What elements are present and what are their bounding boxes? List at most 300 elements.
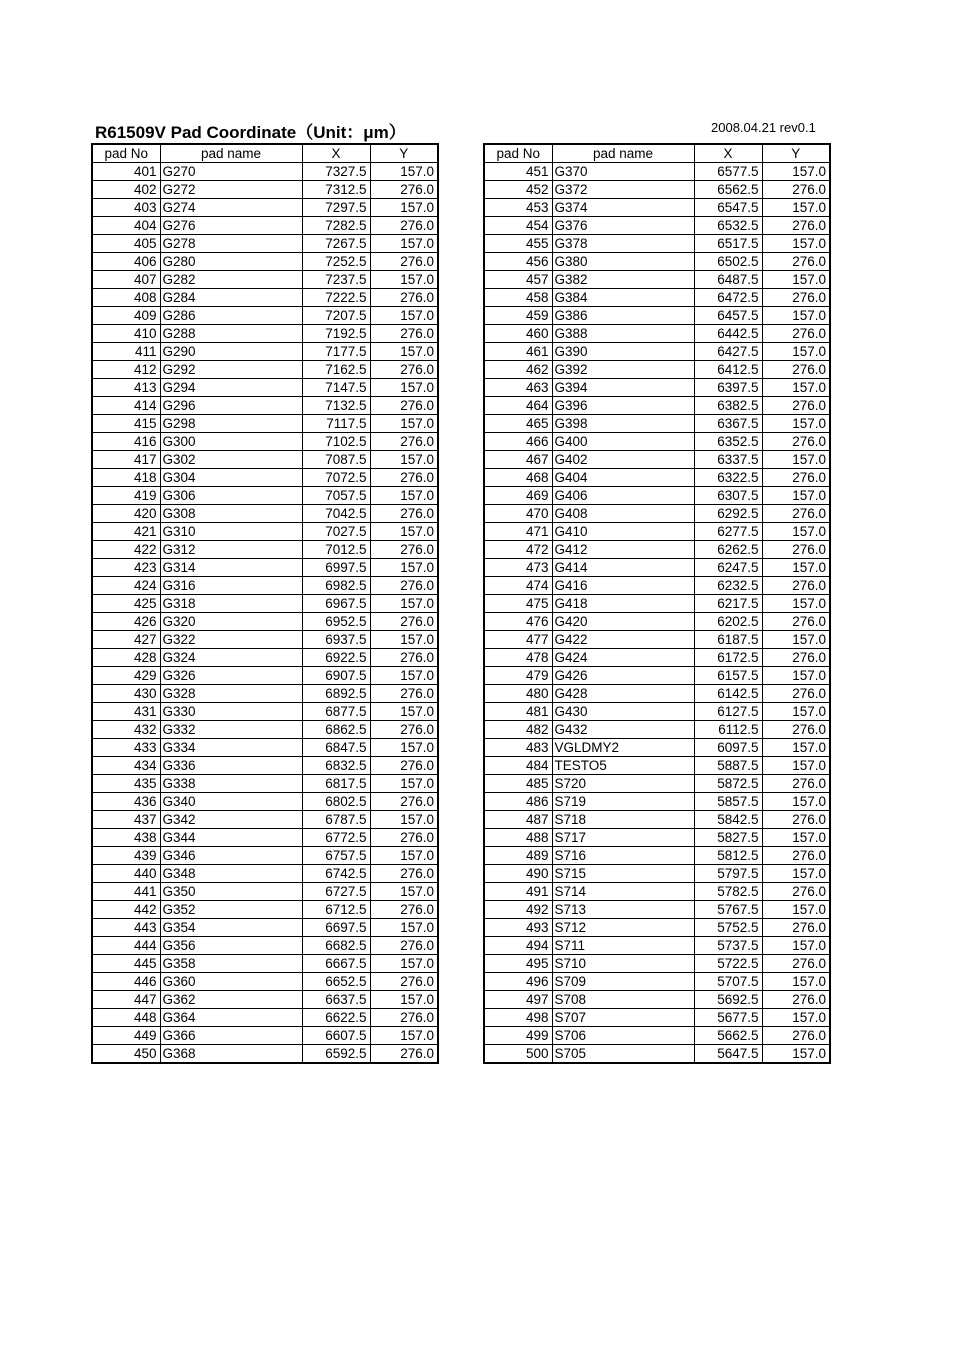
pad-no-cell: 432	[92, 721, 160, 739]
table-row	[92, 739, 438, 757]
pad-name-cell: G274	[160, 199, 302, 217]
pad-name-cell: G380	[552, 253, 694, 271]
table-row	[484, 595, 830, 613]
pad-name-cell: G288	[160, 325, 302, 343]
pad-name-cell: S706	[552, 1027, 694, 1045]
y-coord-cell: 276.0	[370, 361, 438, 379]
y-coord-cell: 276.0	[762, 181, 830, 199]
pad-no-cell: 430	[92, 685, 160, 703]
table-row	[92, 181, 438, 199]
y-coord-cell: 157.0	[370, 271, 438, 289]
pad-no-cell: 497	[484, 991, 552, 1009]
x-coord-cell: 7282.5	[302, 217, 370, 235]
x-coord-cell: 6667.5	[302, 955, 370, 973]
y-coord-cell: 276.0	[762, 883, 830, 901]
pad-name-cell: G412	[552, 541, 694, 559]
table-row	[484, 811, 830, 829]
pad-no-cell: 425	[92, 595, 160, 613]
pad-name-cell: G366	[160, 1027, 302, 1045]
pad-no-cell: 451	[484, 163, 552, 181]
pad-no-cell: 485	[484, 775, 552, 793]
pad-no-cell: 474	[484, 577, 552, 595]
y-coord-cell: 157.0	[370, 235, 438, 253]
pad-name-cell: VGLDMY2	[552, 739, 694, 757]
pad-no-cell: 426	[92, 613, 160, 631]
y-coord-cell: 157.0	[762, 1045, 830, 1064]
table-row	[92, 1027, 438, 1045]
pad-name-cell: G312	[160, 541, 302, 559]
pad-no-cell: 422	[92, 541, 160, 559]
y-coord-cell: 276.0	[762, 685, 830, 703]
x-coord-cell: 7207.5	[302, 307, 370, 325]
x-coord-cell: 5827.5	[694, 829, 762, 847]
pad-no-cell: 405	[92, 235, 160, 253]
pad-name-cell: S716	[552, 847, 694, 865]
pad-name-cell: G300	[160, 433, 302, 451]
pad-no-cell: 470	[484, 505, 552, 523]
table-row	[484, 307, 830, 325]
pad-name-cell: G364	[160, 1009, 302, 1027]
table-row	[92, 721, 438, 739]
pad-name-cell: G296	[160, 397, 302, 415]
pad-name-cell: G358	[160, 955, 302, 973]
y-coord-cell: 276.0	[762, 505, 830, 523]
pad-name-cell: G352	[160, 901, 302, 919]
y-coord-cell: 276.0	[762, 775, 830, 793]
y-coord-cell: 157.0	[762, 307, 830, 325]
x-coord-cell: 6532.5	[694, 217, 762, 235]
table-row	[484, 829, 830, 847]
y-coord-cell: 157.0	[762, 667, 830, 685]
pad-name-cell: G302	[160, 451, 302, 469]
table-row	[484, 343, 830, 361]
table-row	[484, 505, 830, 523]
pad-no-cell: 472	[484, 541, 552, 559]
x-coord-cell: 7267.5	[302, 235, 370, 253]
pad-no-cell: 489	[484, 847, 552, 865]
y-coord-cell: 276.0	[762, 811, 830, 829]
table-row	[92, 865, 438, 883]
pad-name-cell: G382	[552, 271, 694, 289]
y-coord-cell: 157.0	[370, 1027, 438, 1045]
pad-no-cell: 450	[92, 1045, 160, 1064]
table-row	[92, 631, 438, 649]
y-coord-cell: 276.0	[762, 469, 830, 487]
x-coord-cell: 5812.5	[694, 847, 762, 865]
pad-no-cell: 475	[484, 595, 552, 613]
pad-name-cell: S718	[552, 811, 694, 829]
pad-no-cell: 436	[92, 793, 160, 811]
pad-name-cell: S720	[552, 775, 694, 793]
pad-no-cell: 460	[484, 325, 552, 343]
y-coord-cell: 276.0	[762, 847, 830, 865]
pad-no-cell: 462	[484, 361, 552, 379]
x-coord-cell: 6967.5	[302, 595, 370, 613]
pad-name-cell: G282	[160, 271, 302, 289]
table-row	[484, 577, 830, 595]
pad-no-cell: 429	[92, 667, 160, 685]
pad-no-cell: 418	[92, 469, 160, 487]
x-coord-cell: 6322.5	[694, 469, 762, 487]
pad-no-cell: 468	[484, 469, 552, 487]
pad-name-cell: G408	[552, 505, 694, 523]
table-row	[484, 685, 830, 703]
table-row	[92, 163, 438, 181]
y-coord-cell: 276.0	[762, 541, 830, 559]
y-coord-cell: 276.0	[370, 613, 438, 631]
y-coord-cell: 157.0	[370, 811, 438, 829]
table-row	[92, 397, 438, 415]
x-coord-cell: 6112.5	[694, 721, 762, 739]
x-coord-cell: 6772.5	[302, 829, 370, 847]
pad-name-cell: G320	[160, 613, 302, 631]
x-coord-cell: 6892.5	[302, 685, 370, 703]
pad-name-cell: G394	[552, 379, 694, 397]
x-coord-cell: 6847.5	[302, 739, 370, 757]
y-coord-cell: 157.0	[762, 865, 830, 883]
table-row	[484, 721, 830, 739]
x-coord-cell: 6127.5	[694, 703, 762, 721]
pad-no-cell: 438	[92, 829, 160, 847]
pad-no-cell: 464	[484, 397, 552, 415]
table-row	[92, 703, 438, 721]
y-coord-cell: 276.0	[370, 505, 438, 523]
pad-no-cell: 408	[92, 289, 160, 307]
x-coord-cell: 5782.5	[694, 883, 762, 901]
table-row	[92, 415, 438, 433]
table-row	[484, 379, 830, 397]
x-coord-cell: 7057.5	[302, 487, 370, 505]
x-coord-cell: 7252.5	[302, 253, 370, 271]
table-row	[484, 541, 830, 559]
table-row	[92, 307, 438, 325]
pad-name-cell: G324	[160, 649, 302, 667]
y-coord-cell: 157.0	[762, 343, 830, 361]
table-row	[484, 793, 830, 811]
x-coord-cell: 6502.5	[694, 253, 762, 271]
pad-name-cell: G338	[160, 775, 302, 793]
x-coord-cell: 6607.5	[302, 1027, 370, 1045]
y-coord-cell: 276.0	[370, 469, 438, 487]
table-row	[484, 703, 830, 721]
x-coord-cell: 5722.5	[694, 955, 762, 973]
pad-name-cell: G350	[160, 883, 302, 901]
pad-no-cell: 449	[92, 1027, 160, 1045]
x-coord-cell: 6757.5	[302, 847, 370, 865]
pad-no-cell: 402	[92, 181, 160, 199]
pad-no-cell: 479	[484, 667, 552, 685]
y-coord-cell: 157.0	[762, 199, 830, 217]
pad-no-cell: 487	[484, 811, 552, 829]
table-row	[92, 991, 438, 1009]
table-row	[484, 973, 830, 991]
y-coord-cell: 276.0	[762, 577, 830, 595]
pad-no-cell: 420	[92, 505, 160, 523]
y-coord-cell: 276.0	[762, 361, 830, 379]
x-coord-cell: 6862.5	[302, 721, 370, 739]
pad-name-cell: G432	[552, 721, 694, 739]
pad-no-cell: 461	[484, 343, 552, 361]
pad-name-cell: G272	[160, 181, 302, 199]
pad-name-cell: S712	[552, 919, 694, 937]
table-row	[484, 415, 830, 433]
pad-no-cell: 459	[484, 307, 552, 325]
pad-no-cell: 483	[484, 739, 552, 757]
x-coord-cell: 6937.5	[302, 631, 370, 649]
pad-name-cell: G402	[552, 451, 694, 469]
pad-no-cell: 441	[92, 883, 160, 901]
y-coord-cell: 276.0	[762, 919, 830, 937]
x-coord-cell: 7327.5	[302, 163, 370, 181]
pad-no-cell: 466	[484, 433, 552, 451]
x-coord-cell: 6817.5	[302, 775, 370, 793]
y-coord-cell: 157.0	[370, 379, 438, 397]
y-coord-cell: 157.0	[762, 829, 830, 847]
pad-no-cell: 463	[484, 379, 552, 397]
pad-name-cell: G356	[160, 937, 302, 955]
pad-name-cell: G400	[552, 433, 694, 451]
table-row	[92, 325, 438, 343]
pad-no-cell: 477	[484, 631, 552, 649]
x-coord-cell: 6397.5	[694, 379, 762, 397]
y-coord-cell: 157.0	[370, 775, 438, 793]
x-coord-cell: 6832.5	[302, 757, 370, 775]
x-coord-cell: 7027.5	[302, 523, 370, 541]
pad-name-cell: G354	[160, 919, 302, 937]
pad-no-cell: 421	[92, 523, 160, 541]
pad-name-cell: G414	[552, 559, 694, 577]
x-coord-cell: 5842.5	[694, 811, 762, 829]
x-coord-cell: 7147.5	[302, 379, 370, 397]
table-row	[92, 577, 438, 595]
y-coord-cell: 276.0	[370, 577, 438, 595]
pad-name-cell: G304	[160, 469, 302, 487]
table-row	[484, 631, 830, 649]
pad-no-cell: 401	[92, 163, 160, 181]
pad-name-cell: G276	[160, 217, 302, 235]
y-coord-cell: 157.0	[370, 559, 438, 577]
pad-no-cell: 412	[92, 361, 160, 379]
pad-name-cell: G340	[160, 793, 302, 811]
table-row	[484, 433, 830, 451]
pad-name-cell: G348	[160, 865, 302, 883]
y-coord-cell: 276.0	[762, 721, 830, 739]
col-header-y: Y	[762, 144, 830, 163]
y-coord-cell: 157.0	[370, 451, 438, 469]
table-row	[92, 235, 438, 253]
x-coord-cell: 6307.5	[694, 487, 762, 505]
x-coord-cell: 5857.5	[694, 793, 762, 811]
x-coord-cell: 6232.5	[694, 577, 762, 595]
table-row	[92, 901, 438, 919]
pad-no-cell: 494	[484, 937, 552, 955]
pad-no-cell: 453	[484, 199, 552, 217]
x-coord-cell: 6637.5	[302, 991, 370, 1009]
table-header-row	[484, 144, 830, 163]
x-coord-cell: 6997.5	[302, 559, 370, 577]
table-row	[484, 865, 830, 883]
col-header-x: X	[302, 144, 370, 163]
y-coord-cell: 276.0	[762, 991, 830, 1009]
y-coord-cell: 276.0	[762, 613, 830, 631]
pad-name-cell: G420	[552, 613, 694, 631]
pad-no-cell: 457	[484, 271, 552, 289]
pad-name-cell: G398	[552, 415, 694, 433]
pad-name-cell: S709	[552, 973, 694, 991]
x-coord-cell: 6382.5	[694, 397, 762, 415]
x-coord-cell: 5707.5	[694, 973, 762, 991]
pad-name-cell: G270	[160, 163, 302, 181]
y-coord-cell: 157.0	[762, 379, 830, 397]
pad-name-cell: G390	[552, 343, 694, 361]
pad-name-cell: G308	[160, 505, 302, 523]
y-coord-cell: 157.0	[762, 631, 830, 649]
pad-name-cell: G298	[160, 415, 302, 433]
y-coord-cell: 157.0	[762, 793, 830, 811]
table-row	[484, 163, 830, 181]
table-row	[484, 289, 830, 307]
table-row	[92, 523, 438, 541]
y-coord-cell: 157.0	[762, 271, 830, 289]
y-coord-cell: 157.0	[370, 919, 438, 937]
x-coord-cell: 5797.5	[694, 865, 762, 883]
pad-name-cell: G416	[552, 577, 694, 595]
pad-no-cell: 465	[484, 415, 552, 433]
table-row	[92, 955, 438, 973]
y-coord-cell: 157.0	[762, 523, 830, 541]
x-coord-cell: 7132.5	[302, 397, 370, 415]
pad-name-cell: G404	[552, 469, 694, 487]
y-coord-cell: 157.0	[370, 739, 438, 757]
pad-no-cell: 410	[92, 325, 160, 343]
pad-no-cell: 488	[484, 829, 552, 847]
pad-name-cell: G422	[552, 631, 694, 649]
x-coord-cell: 5647.5	[694, 1045, 762, 1064]
y-coord-cell: 276.0	[370, 1009, 438, 1027]
table-row	[92, 649, 438, 667]
x-coord-cell: 5737.5	[694, 937, 762, 955]
y-coord-cell: 276.0	[370, 793, 438, 811]
pad-no-cell: 406	[92, 253, 160, 271]
y-coord-cell: 276.0	[370, 253, 438, 271]
pad-no-cell: 476	[484, 613, 552, 631]
pad-name-cell: G372	[552, 181, 694, 199]
y-coord-cell: 276.0	[762, 649, 830, 667]
table-row	[92, 793, 438, 811]
x-coord-cell: 5767.5	[694, 901, 762, 919]
y-coord-cell: 276.0	[370, 289, 438, 307]
table-row	[92, 883, 438, 901]
y-coord-cell: 157.0	[370, 631, 438, 649]
pad-name-cell: G322	[160, 631, 302, 649]
pad-no-cell: 490	[484, 865, 552, 883]
x-coord-cell: 7042.5	[302, 505, 370, 523]
table-row	[484, 397, 830, 415]
col-header-x: X	[694, 144, 762, 163]
table-row	[92, 613, 438, 631]
pad-no-cell: 411	[92, 343, 160, 361]
pad-name-cell: S711	[552, 937, 694, 955]
x-coord-cell: 6427.5	[694, 343, 762, 361]
pad-name-cell: S710	[552, 955, 694, 973]
table-row	[484, 361, 830, 379]
y-coord-cell: 276.0	[762, 289, 830, 307]
table-row	[92, 433, 438, 451]
x-coord-cell: 6352.5	[694, 433, 762, 451]
col-header-y: Y	[370, 144, 438, 163]
x-coord-cell: 7102.5	[302, 433, 370, 451]
x-coord-cell: 7237.5	[302, 271, 370, 289]
y-coord-cell: 157.0	[762, 595, 830, 613]
x-coord-cell: 6142.5	[694, 685, 762, 703]
table-row	[484, 991, 830, 1009]
x-coord-cell: 6472.5	[694, 289, 762, 307]
pad-no-cell: 473	[484, 559, 552, 577]
x-coord-cell: 6802.5	[302, 793, 370, 811]
pad-name-cell: G430	[552, 703, 694, 721]
pad-no-cell: 493	[484, 919, 552, 937]
y-coord-cell: 276.0	[370, 685, 438, 703]
y-coord-cell: 157.0	[762, 487, 830, 505]
x-coord-cell: 6367.5	[694, 415, 762, 433]
col-header-pad-no: pad No	[484, 144, 552, 163]
x-coord-cell: 7222.5	[302, 289, 370, 307]
pad-no-cell: 446	[92, 973, 160, 991]
y-coord-cell: 276.0	[762, 433, 830, 451]
x-coord-cell: 6592.5	[302, 1045, 370, 1064]
pad-name-cell: G406	[552, 487, 694, 505]
x-coord-cell: 6727.5	[302, 883, 370, 901]
pad-name-cell: G362	[160, 991, 302, 1009]
table-row	[484, 613, 830, 631]
pad-name-cell: G286	[160, 307, 302, 325]
pad-no-cell: 427	[92, 631, 160, 649]
pad-no-cell: 482	[484, 721, 552, 739]
x-coord-cell: 6922.5	[302, 649, 370, 667]
y-coord-cell: 276.0	[370, 181, 438, 199]
x-coord-cell: 7012.5	[302, 541, 370, 559]
pad-name-cell: G336	[160, 757, 302, 775]
pad-no-cell: 431	[92, 703, 160, 721]
pad-name-cell: TESTO5	[552, 757, 694, 775]
pad-name-cell: G280	[160, 253, 302, 271]
pad-name-cell: G332	[160, 721, 302, 739]
y-coord-cell: 276.0	[370, 397, 438, 415]
y-coord-cell: 157.0	[370, 883, 438, 901]
x-coord-cell: 6172.5	[694, 649, 762, 667]
pad-no-cell: 424	[92, 577, 160, 595]
table-row	[484, 199, 830, 217]
y-coord-cell: 276.0	[370, 721, 438, 739]
y-coord-cell: 276.0	[370, 829, 438, 847]
pad-no-cell: 413	[92, 379, 160, 397]
table-row	[92, 919, 438, 937]
table-row	[484, 217, 830, 235]
pad-name-cell: G342	[160, 811, 302, 829]
x-coord-cell: 6487.5	[694, 271, 762, 289]
table-row	[92, 829, 438, 847]
y-coord-cell: 276.0	[370, 1045, 438, 1064]
pad-name-cell: G326	[160, 667, 302, 685]
pad-no-cell: 491	[484, 883, 552, 901]
y-coord-cell: 157.0	[370, 487, 438, 505]
pad-name-cell: G334	[160, 739, 302, 757]
pad-name-cell: G388	[552, 325, 694, 343]
x-coord-cell: 6907.5	[302, 667, 370, 685]
y-coord-cell: 157.0	[370, 523, 438, 541]
pad-no-cell: 409	[92, 307, 160, 325]
x-coord-cell: 6652.5	[302, 973, 370, 991]
